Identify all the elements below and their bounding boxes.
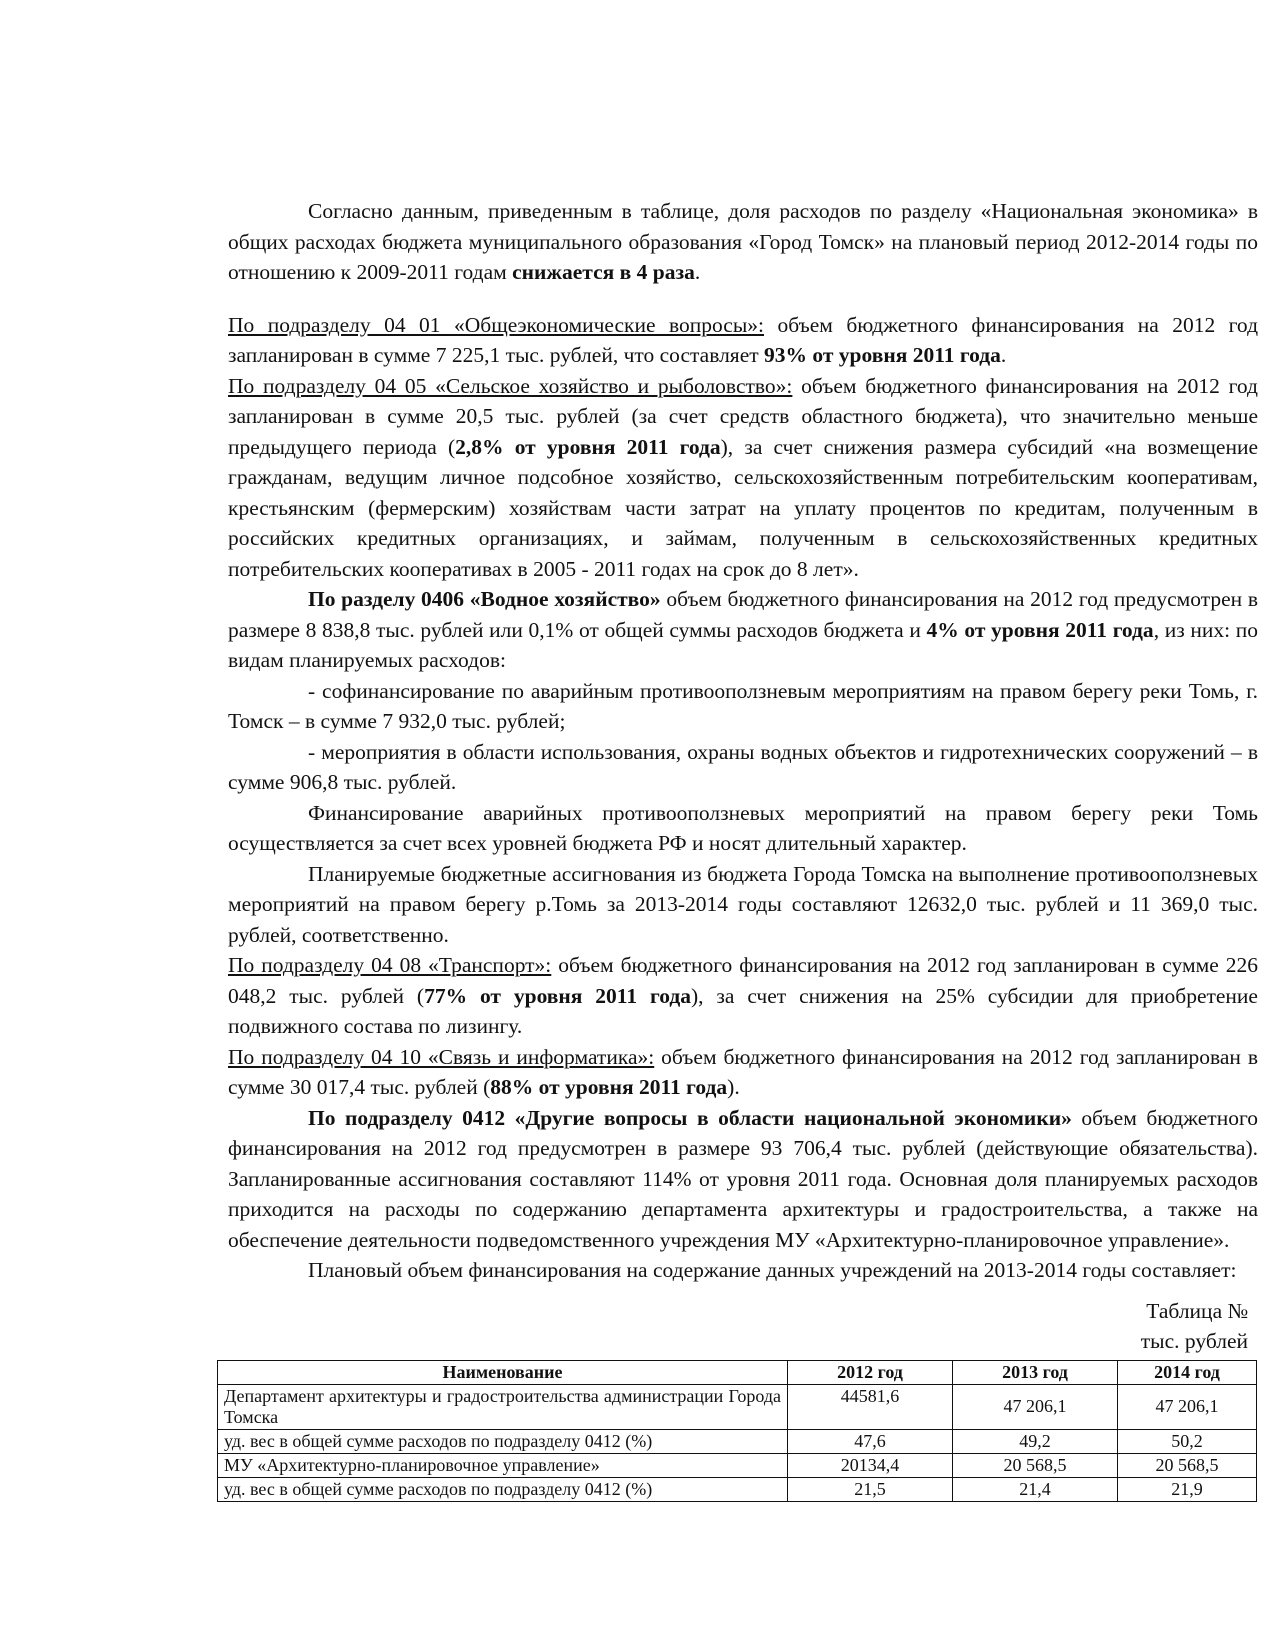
bold-emphasis: 88% от уровня 2011 года (490, 1075, 728, 1099)
paragraph-0406 (228, 584, 1258, 676)
row-name: уд. вес в общей сумме расходов по подразделу 0412 (%) (218, 1477, 788, 1501)
paragraph-text: объем бюджетного финансирования на 2012 год предусмотрен в размере 93 706,4 тыс. рублей (действующие обязательства). Запланированные ассигнования составляют 114% от уровня 2011 года. Основная доля планируемых расходов приходится на расходы по содержанию департамента архитектуры и градостроительства, а также на обеспечение деятельности подведомственного учреждения МУ «Архитектурно-планировочное управление». (228, 1105, 1258, 1252)
header-2013: 2013 год (953, 1360, 1118, 1384)
header-2014: 2014 год (1118, 1360, 1257, 1384)
table-header-row (218, 1360, 1257, 1384)
cell-2013: 49,2 (953, 1429, 1118, 1453)
table-row (218, 1453, 1257, 1477)
row-name: уд. вес в общей сумме расходов по подразделу 0412 (%) (218, 1429, 788, 1453)
cell-2012: 44581,6 (788, 1384, 953, 1429)
paragraph-0401 (228, 310, 1258, 371)
paragraph-text: объем бюджетного финансирования на 2012 год запланирован в сумме 226 048,2 тыс. рублей ( (228, 953, 1258, 1008)
paragraph-end: ). (727, 1075, 740, 1099)
paragraph-end: . (694, 260, 701, 284)
bold-emphasis: снижается в 4 раза (512, 260, 695, 284)
paragraph-0405 (228, 371, 1258, 585)
row-name: МУ «Архитектурно-планировочное управление» (218, 1453, 788, 1477)
subsection-heading: По подразделу 04 10 «Связь и информатика»: (228, 1044, 655, 1069)
table-row (218, 1384, 1257, 1429)
table-row (218, 1477, 1257, 1501)
cell-2013: 20 568,5 (953, 1453, 1118, 1477)
section-heading: По подразделу 0412 «Другие вопросы в области национальной экономики» (308, 1105, 1072, 1130)
subsection-heading: По подразделу 04 08 «Транспорт»: (228, 953, 552, 977)
paragraph-0408 (228, 950, 1258, 1042)
cell-2013: 21,4 (953, 1477, 1118, 1501)
cell-2013: 47 206,1 (953, 1384, 1118, 1429)
cell-2012: 21,5 (788, 1477, 953, 1501)
paragraph-text: Согласно данным, приведенным в таблице, доля расходов по разделу «Национальная экономика» в общих расходах бюджета муниципального образования «Город Томск» на плановый период 2012-2014 годы по отношению к 2009-2011 годам (228, 199, 1258, 284)
paragraph-landslide-financing: Финансирование аварийных противооползневых мероприятий на правом берегу реки Томь осуществляется за счет всех уровней бюджета РФ и носят длительный характер. (228, 800, 1258, 855)
cell-2014: 50,2 (1118, 1429, 1257, 1453)
table-row (218, 1429, 1257, 1453)
financing-table (217, 1360, 1257, 1502)
header-name: Наименование (218, 1360, 788, 1384)
paragraph-national-economy-share (228, 196, 1258, 288)
paragraph-end: ), за счет снижения на 25% субсидии для приобретение подвижного состава по лизингу. (228, 983, 1258, 1038)
paragraph-text: объем бюджетного финансирования на 2012 год запланирован в сумме 20,5 тыс. рублей (за счет средств областного бюджета), что значительно меньше предыдущего периода ( (228, 373, 1258, 459)
table-caption: Таблица № (1146, 1298, 1248, 1323)
document-page (224, 196, 1259, 1502)
paragraph-cofinancing: - софинансирование по аварийным противооползневым мероприятиям на правом берегу реки Томь, г. Томск – в сумме 7 932,0 тыс. рублей; (228, 678, 1258, 733)
paragraph-end: ), за счет снижения размера субсидий «на возмещение гражданам, ведущим личное подсобное хозяйство, сельскохозяйственным потребительским кооперативам, крестьянским (фермерским) хозяйствам части затрат на уплату процентов по кредитам, полученным в российских кредитных организациях, и займам, полученным в сельскохозяйственных кредитных потребительских кооперативах в 2005 - 2011 годах на срок до 8 лет». (228, 434, 1258, 581)
paragraph-planned-allocations: Планируемые бюджетные ассигнования из бюджета Города Томска на выполнение противооползневых мероприятий на правом берегу р.Томь за 2013-2014 годы составляют 12632,0 тыс. рублей и 11 369,0 тыс. рублей, соответственно. (228, 861, 1258, 947)
cell-2012: 20134,4 (788, 1453, 953, 1477)
subsection-heading: По подразделу 04 05 «Сельское хозяйство и рыболовство»: (228, 373, 793, 398)
bold-emphasis: 2,8% от уровня 2011 года (455, 434, 721, 459)
paragraph-text: объем бюджетного финансирования на 2012 год предусмотрен в размере 8 838,8 тыс. рублей или 0,1% от общей суммы расходов бюджета и (228, 587, 1258, 642)
paragraph-end: , из них: по видам планируемых расходов: (228, 617, 1258, 672)
paragraph-end: . (1000, 343, 1007, 367)
bold-emphasis: 4% от уровня 2011 года (926, 617, 1154, 642)
bold-emphasis: 93% от уровня 2011 года (764, 343, 1001, 367)
table-unit: тыс. рублей (1140, 1328, 1248, 1353)
paragraph-0412 (228, 1103, 1258, 1256)
cell-2014: 20 568,5 (1118, 1453, 1257, 1477)
paragraph-water-objects: - мероприятия в области использования, охраны водных объектов и гидротехнических сооружений – в сумме 906,8 тыс. рублей. (228, 739, 1258, 794)
paragraph-text: объем бюджетного финансирования на 2012 год запланирован в сумме 30 017,4 тыс. рублей ( (228, 1044, 1258, 1099)
paragraph-text: объем бюджетного финансирования на 2012 год запланирован в сумме 7 225,1 тыс. рублей, что составляет (228, 312, 1259, 367)
cell-2014: 47 206,1 (1118, 1384, 1257, 1429)
section-heading: По разделу 0406 «Водное хозяйство» (308, 587, 661, 611)
header-2012: 2012 год (788, 1360, 953, 1384)
row-name: Департамент архитектуры и градостроительства администрации Города Томска (218, 1384, 788, 1429)
cell-2014: 21,9 (1118, 1477, 1257, 1501)
bold-emphasis: 77% от уровня 2011 года (424, 983, 691, 1008)
paragraph-planned-volume: Плановый объем финансирования на содержание данных учреждений на 2013-2014 годы составляет: (308, 1258, 1237, 1282)
cell-2012: 47,6 (788, 1429, 953, 1453)
paragraph-0410 (228, 1042, 1258, 1103)
subsection-heading: По подразделу 04 01 «Общеэкономические вопросы»: (228, 312, 764, 337)
